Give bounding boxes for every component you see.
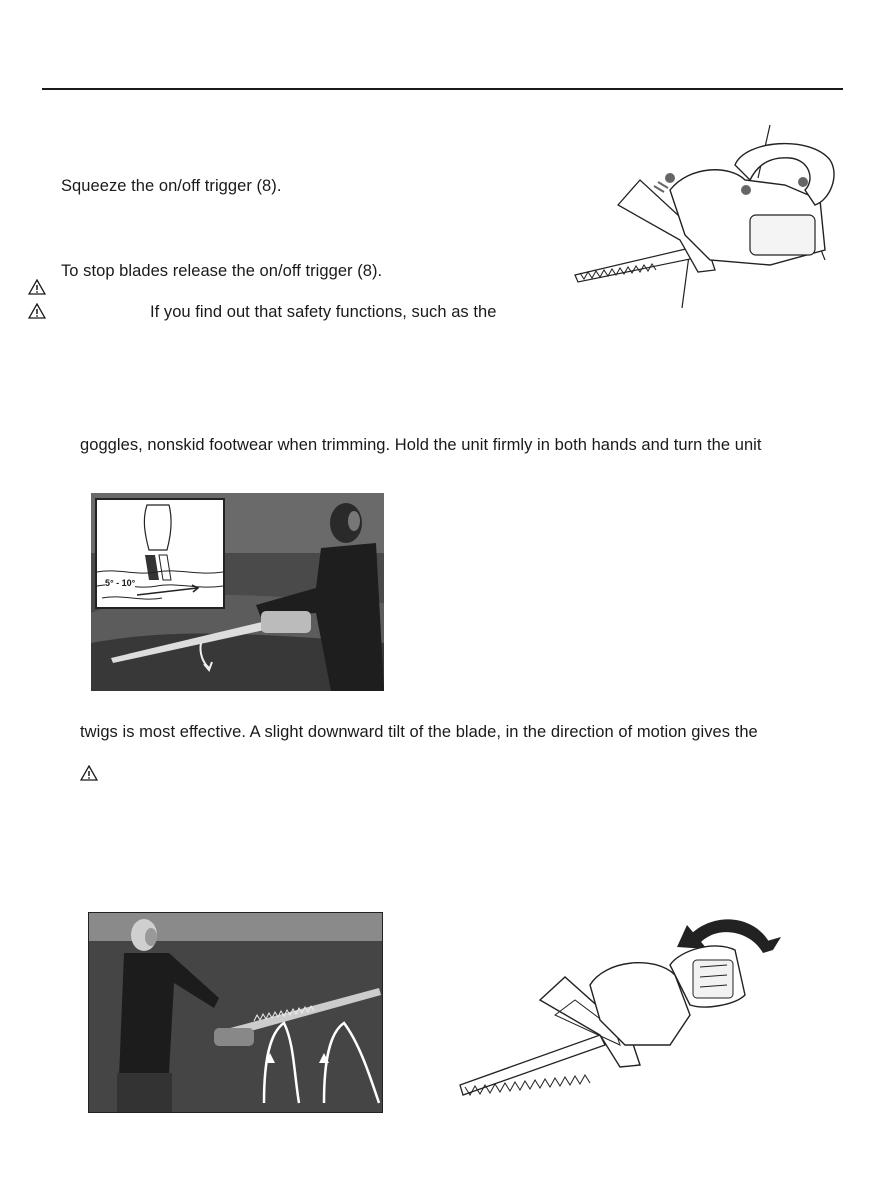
trimming-photo-with-inset — [91, 493, 384, 691]
angle-label: 5° - 10° — [105, 578, 136, 588]
trimmer-start-illustration — [570, 120, 880, 320]
warning-icon — [28, 303, 46, 319]
trimming-angle-inset — [95, 498, 225, 609]
instruction-stop-blades: To stop blades release the on/off trigger (8). — [61, 262, 383, 280]
warning-icon — [80, 765, 98, 781]
rotate-trimmer-illustration — [455, 905, 785, 1110]
side-trimming-scene — [89, 913, 382, 1112]
safety-functions-warning: If you find out that safety functions, such as the — [150, 303, 497, 321]
trimming-angle-inset-drawing — [97, 500, 223, 607]
instruction-squeeze-trigger: Squeeze the on/off trigger (8). — [61, 177, 282, 195]
protective-gear-instruction: goggles, nonskid footwear when trimming. Hold the unit firmly in both hands and turn the unit — [80, 436, 762, 454]
cutting-technique-text: twigs is most effective. A slight downward tilt of the blade, in the direction of motion gives the — [80, 723, 758, 741]
warning-icon — [28, 279, 46, 295]
side-trimming-photo — [88, 912, 383, 1113]
header-rule — [42, 88, 843, 90]
